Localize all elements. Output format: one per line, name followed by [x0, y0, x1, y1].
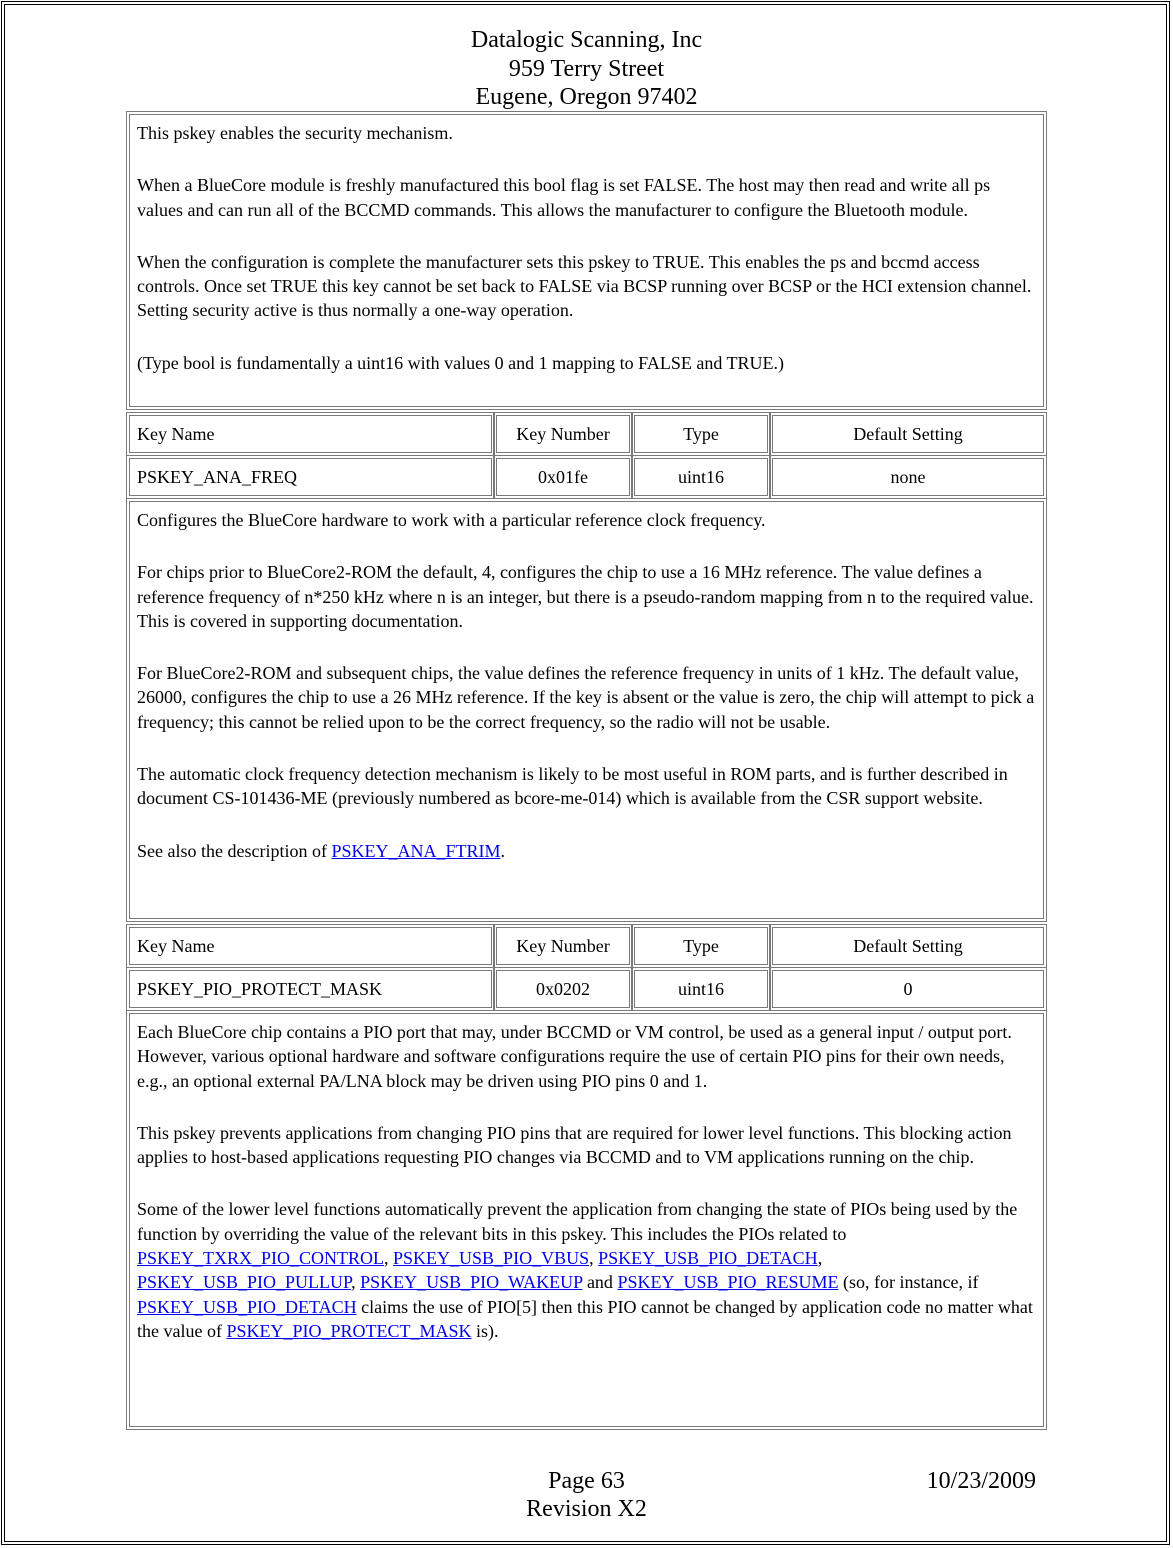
- header-key-name: Key Name: [126, 924, 495, 968]
- revision: Revision X2: [526, 1496, 647, 1522]
- description-paragraph: Some of the lower level functions automatically prevent the application from changing the state of PIOs being used by the function by overriding the value of the relevant bits in this pskey. This includes the PIOs related to PSKEY_TXRX_PIO_CONTROL, PSKEY_USB_PIO_VBUS, PSKEY_USB_PIO_DETACH, PSKEY_USB_PIO_PULLUP, PSKEY_USB_PIO_WAKEUP and PSKEY_USB_PIO_RESUME (so, for instance, if PSKEY_USB_PIO_DETACH claims the use of PIO[5] then this PIO cannot be changed by application code no matter what the value of PSKEY_PIO_PROTECT_MASK is).: [137, 1199, 1033, 1341]
- header-type: Type: [631, 924, 771, 968]
- link-pskey-usb-pio-detach-2[interactable]: PSKEY_USB_PIO_DETACH: [137, 1296, 357, 1317]
- default-setting-cell: 0: [769, 967, 1047, 1011]
- header-key-name: Key Name: [126, 412, 495, 456]
- link-pskey-usb-pio-vbus[interactable]: PSKEY_USB_PIO_VBUS: [393, 1248, 590, 1269]
- ana-freq-description-block: [126, 498, 1047, 922]
- description-paragraph: The automatic clock frequency detection mechanism is likely to be most useful in ROM parts, and is further described in document CS-101436-ME (previously numbered as bcore-me-014) which is available from the CSR support website.: [137, 764, 1008, 809]
- description-paragraph: See also the description of PSKEY_ANA_FTRIM.: [137, 840, 505, 861]
- header-default-setting: Default Setting: [769, 412, 1047, 456]
- description-paragraph: When the configuration is complete the manufacturer sets this pskey to TRUE. This enables the ps and bccmd access controls. Once set TRUE this key cannot be set back to FALSE via BCSP running over BCSP or the HCI extension channel. Setting security active is thus normally a one-way operation.: [137, 251, 1032, 321]
- link-pskey-txrx-pio-control[interactable]: PSKEY_TXRX_PIO_CONTROL: [137, 1248, 385, 1269]
- header-default-setting: Default Setting: [769, 924, 1047, 968]
- description-paragraph: (Type bool is fundamentally a uint16 with values 0 and 1 mapping to FALSE and TRUE.): [137, 352, 784, 373]
- page-number: Page 63: [548, 1468, 625, 1494]
- link-pskey-usb-pio-detach[interactable]: PSKEY_USB_PIO_DETACH: [598, 1248, 818, 1269]
- link-pskey-ana-ftrim[interactable]: PSKEY_ANA_FTRIM: [331, 840, 501, 861]
- description-paragraph: For chips prior to BlueCore2-ROM the default, 4, configures the chip to use a 16 MHz reference. The value defines a reference frequency of n*250 kHz where n is an integer, but there is a pseudo-random mapping from n to the required value. This is covered in supporting documentation.: [137, 562, 1034, 631]
- security-description-block: [126, 111, 1047, 410]
- link-pskey-usb-pio-resume[interactable]: PSKEY_USB_PIO_RESUME: [617, 1272, 839, 1293]
- pio-protect-description-block: [126, 1010, 1047, 1430]
- key-number-cell: 0x01fe: [493, 455, 633, 499]
- description-paragraph: Each BlueCore chip contains a PIO port that may, under BCCMD or VM control, be used as a general input / output port. However, various optional hardware and software configurations require the use of certain PIO pins for their own needs, e.g., an optional external PA/LNA block may be driven using PIO pins 0 and 1.: [137, 1022, 1012, 1091]
- header-key-number: Key Number: [493, 924, 633, 968]
- key-name-cell: PSKEY_ANA_FREQ: [126, 455, 495, 499]
- link-pskey-pio-protect-mask[interactable]: PSKEY_PIO_PROTECT_MASK: [226, 1320, 472, 1341]
- key-name-cell: PSKEY_PIO_PROTECT_MASK: [126, 967, 495, 1011]
- street-address: 959 Terry Street: [508, 55, 665, 82]
- default-setting-cell: none: [769, 455, 1047, 499]
- link-pskey-usb-pio-pullup[interactable]: PSKEY_USB_PIO_PULLUP: [137, 1272, 352, 1293]
- type-cell: uint16: [631, 455, 771, 499]
- letterhead: [0, 26, 1173, 112]
- description-paragraph: This pskey prevents applications from changing PIO pins that are required for lower level functions. This blocking action applies to host-based applications requesting PIO changes via BCCMD and to VM applications running on the chip.: [137, 1122, 1012, 1168]
- footer-date: 10/23/2009: [926, 1468, 1036, 1494]
- header-type: Type: [631, 412, 771, 456]
- company-name: Datalogic Scanning, Inc: [470, 27, 703, 53]
- type-cell: uint16: [631, 967, 771, 1011]
- link-pskey-usb-pio-wakeup[interactable]: PSKEY_USB_PIO_WAKEUP: [360, 1272, 583, 1293]
- description-paragraph: This pskey enables the security mechanism.: [137, 123, 453, 143]
- description-paragraph: Configures the BlueCore hardware to work with a particular reference clock frequency.: [137, 510, 766, 530]
- city-address: Eugene, Oregon 97402: [475, 84, 698, 110]
- description-paragraph: For BlueCore2-ROM and subsequent chips, the value defines the reference frequency in units of 1 kHz. The default value, 26000, configures the chip to use a 26 MHz reference. If the key is absent or the value is zero, the chip will attempt to pick a frequency; this cannot be relied upon to be the correct frequency, so the radio will not be usable.: [137, 663, 1035, 732]
- description-paragraph: When a BlueCore module is freshly manufactured this bool flag is set FALSE. The host may then read and write all ps values and can run all of the BCCMD commands. This allows the manufacturer to configure the Bluetooth module.: [137, 175, 991, 220]
- key-number-cell: 0x0202: [493, 967, 633, 1011]
- header-key-number: Key Number: [493, 412, 633, 456]
